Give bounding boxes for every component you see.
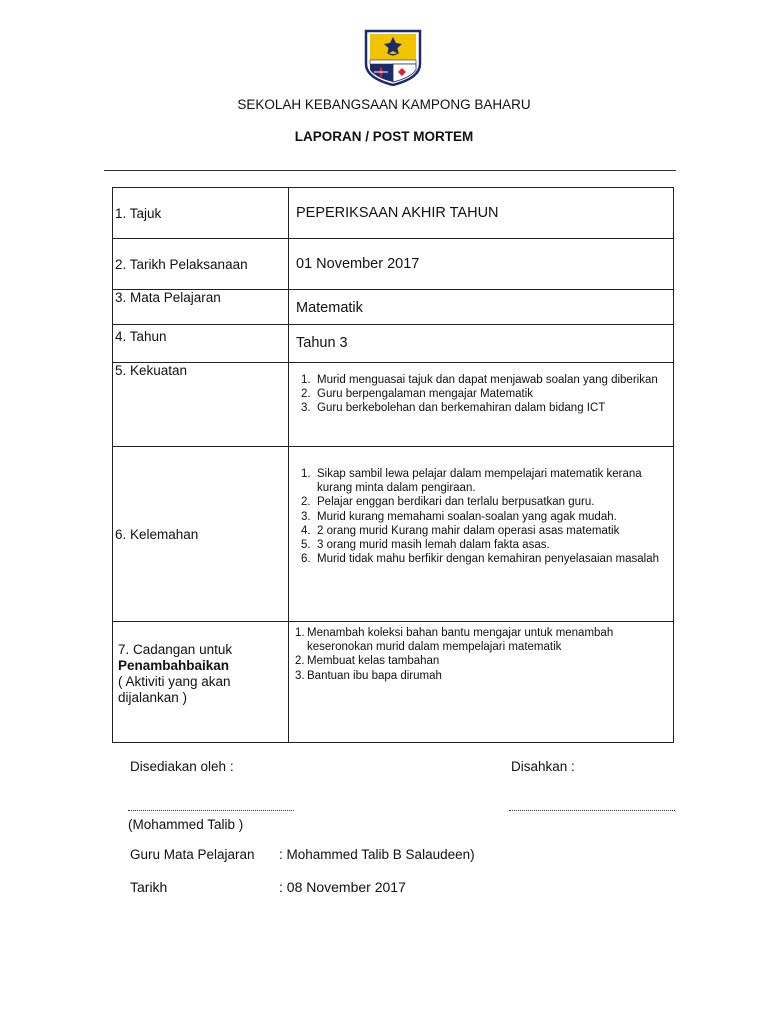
list-item-number: 1. xyxy=(301,374,311,386)
list-item-text: Murid tidak mahu berfikir dengan kemahiran penyelasaian masalah xyxy=(317,553,659,566)
row-label-text: 6. Kelemahan xyxy=(115,526,199,542)
list-item xyxy=(289,552,673,566)
row-label-text: 1. Tajuk xyxy=(115,205,162,221)
list-item-number: 6. xyxy=(301,553,311,566)
list-item-text: Guru berpengalaman mengajar Matematik xyxy=(317,388,534,401)
teacher-value: : Mohammed Talib B Salaudeen) xyxy=(279,847,475,862)
list-item-number: 5. xyxy=(301,539,311,552)
list-item xyxy=(289,495,673,509)
row-label-text: 7. Cadangan untuk xyxy=(118,642,233,657)
row-label-text: 5. Kekuatan xyxy=(115,363,188,378)
row-value xyxy=(289,447,674,622)
list-item-text: 2 orang murid Kurang mahir dalam operasi asas matematik xyxy=(317,524,620,537)
list-item-number: 3. xyxy=(301,402,311,415)
row-label-bold-text: Penambahbaikan xyxy=(118,658,230,673)
row-label-text: 4. Tahun xyxy=(115,329,167,344)
weaknesses-list xyxy=(289,467,673,566)
row-label-subtext: ( Aktiviti yang akan dijalankan ) xyxy=(118,674,231,705)
row-value xyxy=(289,290,674,325)
list-item-text: Murid menguasai tajuk dan dapat menjawab soalan yang diberikan xyxy=(317,374,658,386)
row-label xyxy=(113,188,289,239)
list-item-text: Bantuan ibu bapa dirumah xyxy=(307,669,442,682)
list-item-text: Murid kurang memahami soalan-soalan yang agak mudah. xyxy=(317,510,617,523)
row-label xyxy=(113,447,289,622)
list-item xyxy=(289,669,673,683)
row-label xyxy=(113,239,289,290)
list-item-number: 2. xyxy=(301,388,311,401)
table-row xyxy=(113,290,674,325)
list-item-number: 3. xyxy=(295,669,305,682)
row-value xyxy=(289,622,674,743)
list-item-number: 4. xyxy=(301,524,311,537)
row-value-text: PEPERIKSAAN AKHIR TAHUN xyxy=(296,205,499,221)
list-item-number: 2. xyxy=(295,655,305,668)
prepared-signature-line xyxy=(128,810,294,811)
row-value-text: 01 November 2017 xyxy=(296,256,420,272)
list-item xyxy=(289,524,673,538)
school-name: SEKOLAH KEBANGSAAN KAMPONG BAHARU xyxy=(237,97,531,112)
list-item xyxy=(289,654,673,668)
table-row xyxy=(113,239,674,290)
row-label xyxy=(113,622,289,743)
table-row xyxy=(113,188,674,239)
list-item-text: Sikap sambil lewa pelajar dalam mempelajari matematik kerana kurang minta dalam pengiraan. xyxy=(317,468,642,495)
list-item-text: Membuat kelas tambahan xyxy=(307,655,440,668)
row-label xyxy=(113,325,289,363)
list-item-number: 3. xyxy=(301,510,311,523)
list-item xyxy=(289,626,673,654)
row-label xyxy=(113,290,289,325)
list-item xyxy=(289,538,673,552)
list-item-number: 1. xyxy=(295,627,305,639)
list-item xyxy=(289,373,673,387)
list-item xyxy=(289,467,673,495)
row-value-text: Tahun 3 xyxy=(296,335,348,351)
list-item-number: 2. xyxy=(301,496,311,509)
date-label: Tarikh xyxy=(130,879,168,895)
suggestions-list xyxy=(289,626,673,683)
teacher-label: Guru Mata Pelajaran xyxy=(130,847,255,862)
prepared-by-label: Disediakan oleh : xyxy=(130,759,234,774)
prepared-name: (Mohammed Talib ) xyxy=(128,817,244,832)
report-table xyxy=(112,187,674,743)
row-label-text: 3. Mata Pelajaran xyxy=(115,290,221,305)
row-label-text: 2. Tarikh Pelaksanaan xyxy=(115,256,248,272)
row-value-text: Matematik xyxy=(296,300,363,316)
approved-signature-line xyxy=(509,810,675,811)
list-item-text: Menambah koleksi bahan bantu mengajar untuk menambah keseronokan murid dalam mempelajari matematik xyxy=(307,627,614,654)
school-crest-icon xyxy=(362,28,424,86)
approved-label: Disahkan : xyxy=(511,759,575,774)
list-item xyxy=(289,401,673,415)
table-row xyxy=(113,622,674,743)
row-value xyxy=(289,188,674,239)
report-title: LAPORAN / POST MORTEM xyxy=(294,129,474,144)
list-item xyxy=(289,510,673,524)
row-label xyxy=(113,363,289,447)
list-item-text: Pelajar enggan berdikari dan terlalu berpusatkan guru. xyxy=(317,496,595,509)
list-item xyxy=(289,387,673,401)
list-item-number: 1. xyxy=(301,468,311,480)
list-item-text: Guru berkebolehan dan berkemahiran dalam bidang ICT xyxy=(317,402,606,415)
row-value xyxy=(289,325,674,363)
table-row xyxy=(113,447,674,622)
row-value xyxy=(289,363,674,447)
header-divider xyxy=(104,170,676,171)
strengths-list xyxy=(289,373,673,416)
table-row xyxy=(113,363,674,447)
date-value: : 08 November 2017 xyxy=(279,879,406,895)
row-value xyxy=(289,239,674,290)
table-row xyxy=(113,325,674,363)
list-item-text: 3 orang murid masih lemah dalam fakta asas. xyxy=(317,539,550,552)
